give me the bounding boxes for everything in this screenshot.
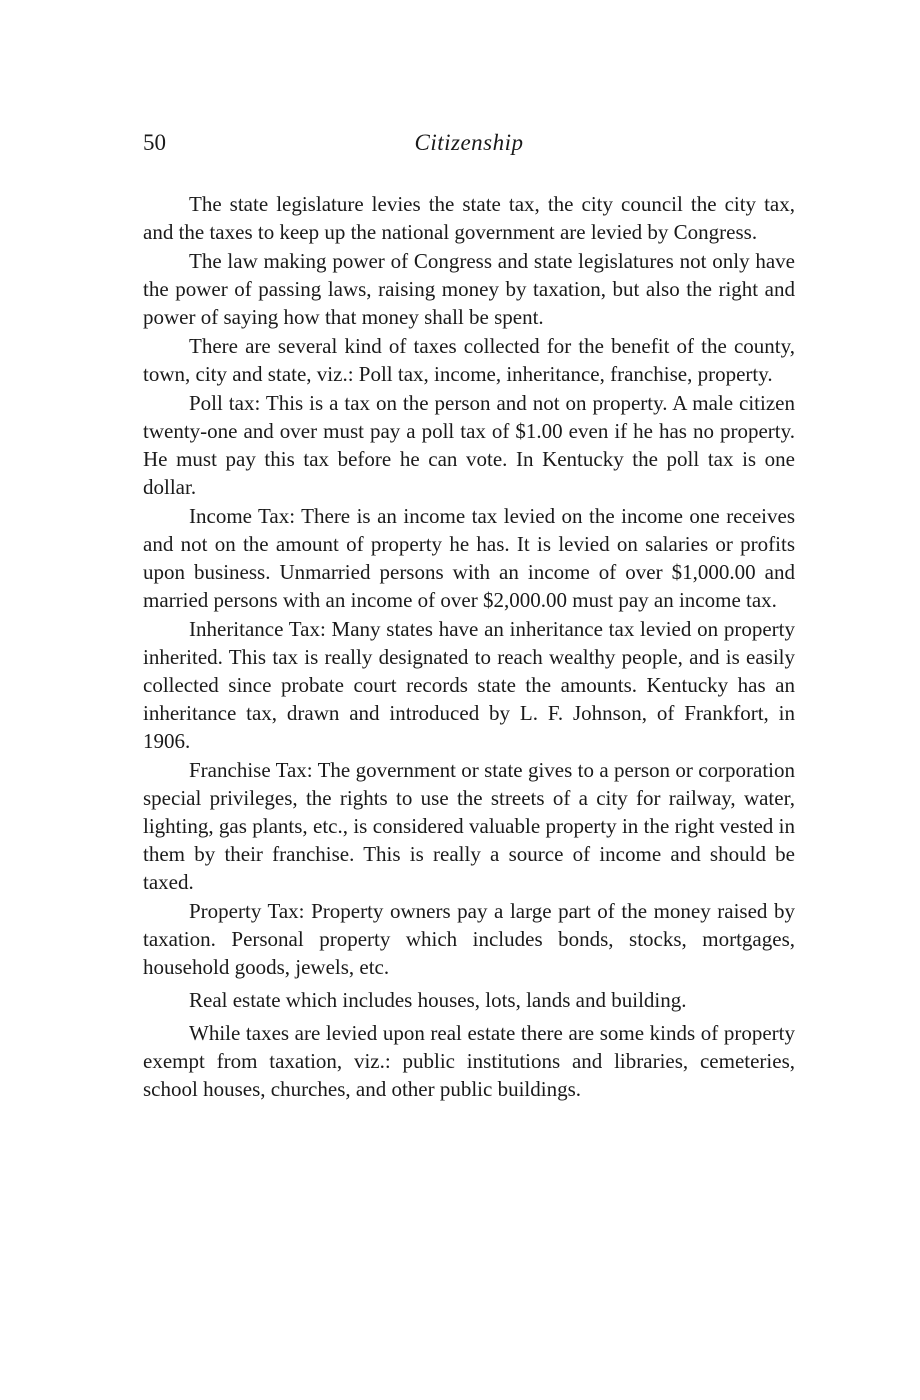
paragraph-property-tax: Property Tax: Property owners pay a large part of the money raised by taxation. Personal property which includes bonds, stocks, mortgages, household goods, jewels, etc. — [143, 899, 795, 979]
paragraph-inheritance-tax: Inheritance Tax: Many states have an inheritance tax levied on property inherited. This tax is really designated to reach wealthy people, and is easily collected since probate court records state the amounts. Kentucky has an inheritance tax, drawn and introduced by L. F. Johnson, of Frankfort, in 1906. — [143, 617, 795, 753]
paragraph-taxing-bodies: The state legislature levies the state tax, the city council the city tax, and the taxes to keep up the national government are levied by Congress. — [143, 192, 795, 244]
page-number: 50 — [143, 130, 166, 155]
paragraph-franchise-tax: Franchise Tax: The government or state gives to a person or corporation special privileges, the rights to use the streets of a city for railway, water, lighting, gas plants, etc., is considered valuable property in the right vested in them by their franchise. This is really a source of income and should be taxed. — [143, 758, 795, 894]
paragraph-kinds-of-taxes: There are several kind of taxes collected for the benefit of the county, town, city and state, viz.: Poll tax, income, inheritance, franchise, property. — [143, 334, 795, 386]
running-head — [143, 130, 795, 164]
chapter-title: Citizenship — [414, 130, 524, 155]
paragraph-income-tax: Income Tax: There is an income tax levied on the income one receives and not on the amount of property he has. It is levied on salaries or profits upon business. Unmarried persons with an income of over $1,000.00 and married persons with an income of over $2,000.00 must pay an income tax. — [143, 504, 795, 612]
paragraph-poll-tax: Poll tax: This is a tax on the person and not on property. A male citizen twenty-one and over must pay a poll tax of $1.00 even if he has no property. He must pay this tax before he can vote. In Kentucky the poll tax is one dollar. — [143, 391, 795, 499]
body-text — [143, 190, 795, 1104]
paragraph-exempt-property: While taxes are levied upon real estate there are some kinds of property exempt from taxation, viz.: public institutions and libraries, cemeteries, school houses, churches, and other public buildings. — [143, 1021, 795, 1101]
paragraph-real-estate: Real estate which includes houses, lots, lands and building. — [189, 988, 687, 1012]
paragraph-law-making-power: The law making power of Congress and state legislatures not only have the power of passing laws, raising money by taxation, but also the right and power of saying how that money shall be spent. — [143, 249, 795, 329]
